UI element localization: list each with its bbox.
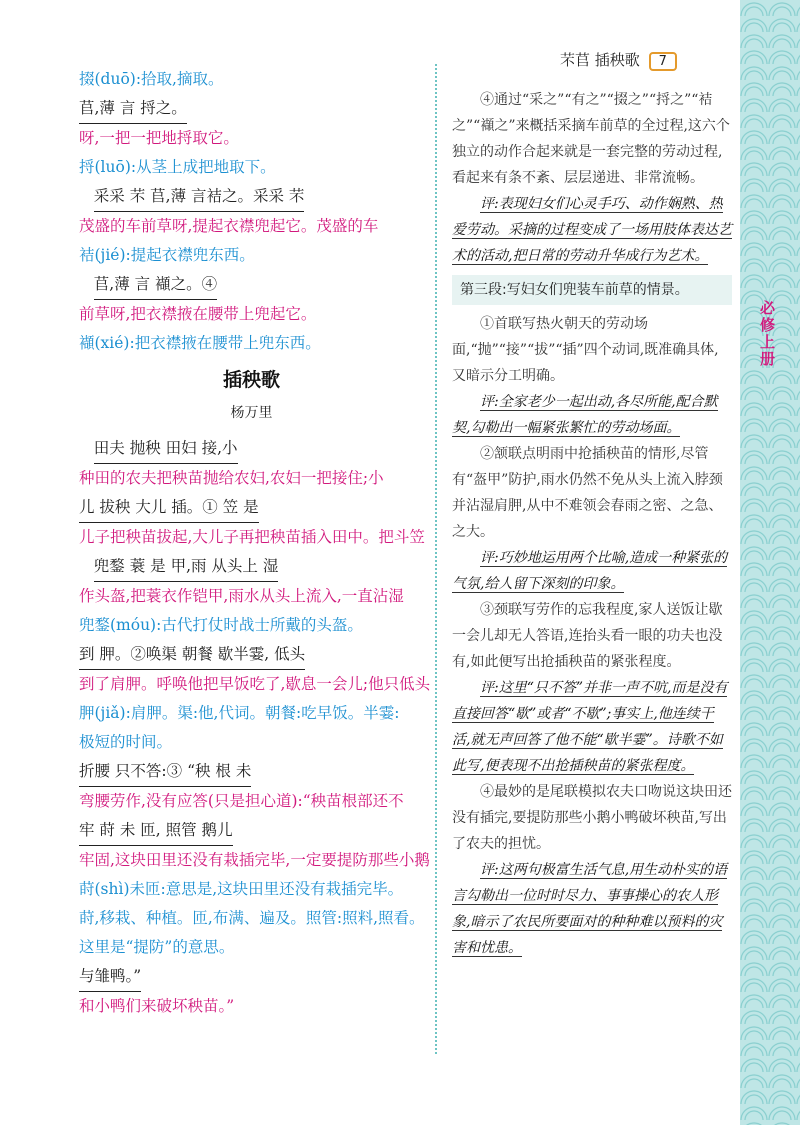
poem-line: 折腰 只不答:③ “秧 根 未 <box>79 757 251 787</box>
note-line: 掇(duō):拾取,摘取。 <box>79 70 224 88</box>
poem-line: 兜鍪 蓑 是 甲,雨 从头上 湿 <box>94 552 279 582</box>
translation-line: 前草呀,把衣襟掖在腰带上兜起它。 <box>79 305 317 323</box>
translation-line: 儿子把秧苗拔起,大儿子再把秧苗插入田中。把斗笠 <box>79 528 425 546</box>
analysis-paragraph: ①首联写热火朝天的劳动场面,“抛”“接”“拔”“插”四个动词,既准确具体,又暗示分工明确。 <box>452 316 719 384</box>
review-paragraph: 评:表现妇女们心灵手巧、动作娴熟、热爱劳动。采摘的过程变成了一场用肢体表达艺术的活动,把日常的劳动升华成行为艺术。 <box>452 196 732 264</box>
analysis-paragraph: ④最妙的是尾联模拟农夫口吻说这块田还没有插完,要提防那些小鹅小鸭破坏秧苗,写出了农夫的担忧。 <box>452 784 732 852</box>
analysis-paragraph: ②颔联点明雨中抢插秧苗的情形,尽管有“盔甲”防护,雨水仍然不免从头上流入脖颈并沾湿肩胛,从中不难领会春雨之密、之急、之大。 <box>452 446 723 540</box>
poem-line: 到 胛。②唤渠 朝餐 歇半霎, 低头 <box>79 640 305 670</box>
note-line: 胛(jiǎ):肩胛。渠:他,代词。朝餐:吃早饭。半霎: <box>79 704 400 722</box>
page-number: 7 <box>649 52 677 71</box>
note-line: 兜鍪(móu):古代打仗时战士所戴的头盔。 <box>79 616 363 634</box>
header-title: 芣苢 插秧歌 <box>560 51 640 69</box>
note-line: 袺(jié):提起衣襟兜东西。 <box>79 246 255 264</box>
poem-author: 杨万里 <box>230 405 273 421</box>
analysis-paragraph: ④通过“采之”“有之”“掇之”“捋之”“袺之”“襭之”来概括采摘车前草的全过程,这六个独立的动作合起来就是一套完整的劳动过程,看起来有条不紊、层层递进、非常流畅。 <box>452 92 730 186</box>
poem-line: 儿 拔秧 大儿 插。① 笠 是 <box>79 493 259 523</box>
note-line: 捋(luō):从茎上成把地取下。 <box>79 158 276 176</box>
translation-line: 到了肩胛。呼唤他把早饭吃了,歇息一会儿;他只低头 <box>79 675 431 693</box>
side-decoration <box>740 0 800 1125</box>
note-line: 这里是“提防”的意思。 <box>79 938 235 956</box>
poem-line: 苢,薄 言 襭之。④ <box>94 270 217 300</box>
left-column <box>79 65 431 1021</box>
note-line: 襭(xié):把衣襟掖在腰带上兜东西。 <box>79 334 321 352</box>
poem-line: 苢,薄 言 捋之。 <box>79 94 187 124</box>
review-paragraph: 评:巧妙地运用两个比喻,造成一种紧张的气氛,给人留下深刻的印象。 <box>452 550 728 592</box>
side-tab-label: 必修上册 <box>758 300 776 368</box>
translation-line: 牢固,这块田里还没有栽插完毕,一定要提防那些小鹅 <box>79 851 430 869</box>
poem-line: 田夫 抛秧 田妇 接,小 <box>94 434 238 464</box>
analysis-paragraph: ③颈联写劳作的忘我程度,家人送饭让歇一会儿却无人答语,连抬头看一眼的功夫也没有,如此便写出抢插秧苗的紧张程度。 <box>452 602 723 670</box>
translation-line: 弯腰劳作,没有应答(只是担心道):“秧苗根部还不 <box>79 792 404 810</box>
column-divider <box>435 64 437 1054</box>
review-paragraph: 评:这两句极富生活气息,用生动朴实的语言勾勒出一位时时尽力、事事操心的农人形象,暗示了农民所要面对的种种难以预料的灾害和忧患。 <box>452 862 728 956</box>
translation-line: 种田的农夫把秧苗抛给农妇,农妇一把接住;小 <box>79 469 384 487</box>
review-paragraph: 评:这里“只不答”并非一声不吭,而是没有直接回答“歇”或者“不歇”;事实上,他连续干活,就无声回答了他不能“歇半霎”。诗歌不如此写,便表现不出抢插秧苗的紧张程度。 <box>452 680 728 774</box>
section-heading: 第三段:写妇女们兜装车前草的情景。 <box>452 275 732 305</box>
note-line: 莳(shì)未匝:意思是,这块田里还没有栽插完毕。 <box>79 880 404 898</box>
translation-line: 茂盛的车前草呀,提起衣襟兜起它。茂盛的车 <box>79 217 379 235</box>
poem-line: 与雏鸭。” <box>79 962 141 992</box>
poem-line: 采采 芣 苢,薄 言袺之。采采 芣 <box>94 182 305 212</box>
translation-line: 和小鸭们来破坏秧苗。” <box>79 997 235 1015</box>
review-paragraph: 评:全家老少一起出动,各尽所能,配合默契,勾勒出一幅紧张繁忙的劳动场面。 <box>452 394 718 436</box>
note-line: 莳,移栽、种植。匝,布满、遍及。照管:照料,照看。 <box>79 909 425 927</box>
note-line: 极短的时间。 <box>79 733 173 751</box>
translation-line: 作头盔,把蓑衣作铠甲,雨水从头上流入,一直沾湿 <box>79 587 404 605</box>
page-header <box>560 49 677 71</box>
translation-line: 呀,一把一把地捋取它。 <box>79 129 239 147</box>
right-column <box>452 87 732 961</box>
poem-title: 插秧歌 <box>222 369 280 391</box>
poem-line: 牢 莳 未 匝, 照管 鹅儿 <box>79 816 233 846</box>
